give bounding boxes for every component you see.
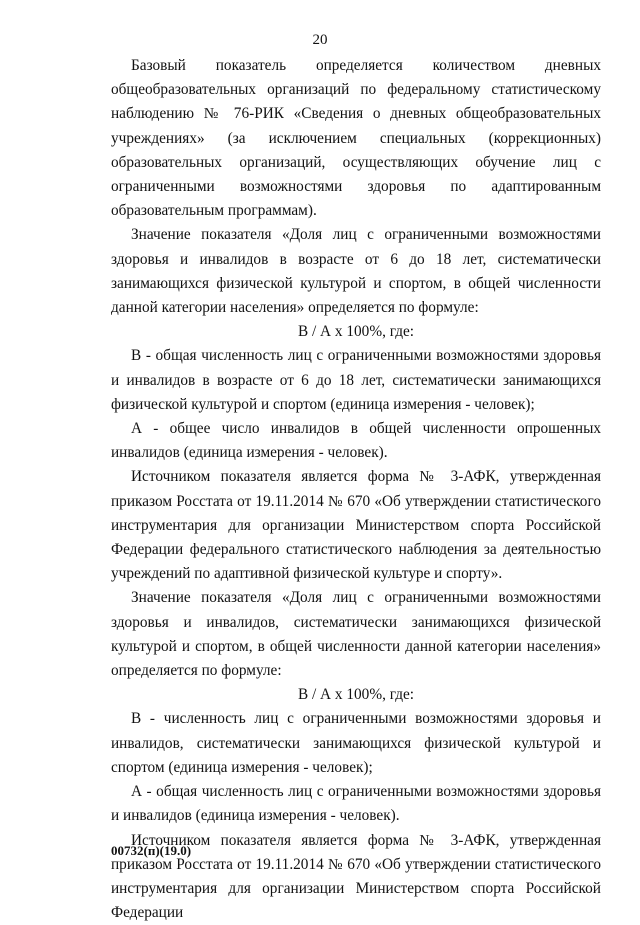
document-code: 00732(п)(19.0) — [111, 843, 191, 859]
paragraph-source: Источником показателя является форма № 3-АФК, утвержденная приказом Росстата от 19.11.2014 № 670 «Об утверждении статистического инструментария для организации Министерством спорта Российской Федерации федерального статистического наблюдения за деятельностью учреждений по адаптивной физической культуре и спорту». — [111, 465, 601, 586]
formula: В / А х 100%, где: — [111, 320, 601, 344]
paragraph-indicator-6-18: Значение показателя «Доля лиц с ограниченными возможностями здоровья и инвалидов в возрасте от 6 до 18 лет, систематически занимающихся физической культурой и спортом, в общей численности данной категории населения» определяется по формуле: — [111, 223, 601, 320]
paragraph-indicator-all: Значение показателя «Доля лиц с ограниченными возможностями здоровья и инвалидов, систематически занимающихся физической культурой и спортом, в общей численности данной категории населения» определяется по формуле: — [111, 586, 601, 683]
paragraph-definition-a: А - общая численность лиц с ограниченными возможностями здоровья и инвалидов (единица измерения - человек). — [111, 780, 601, 828]
paragraph-source: Источником показателя является форма № 3-АФК, утвержденная приказом Росстата от 19.11.2014 № 670 «Об утверждении статистического инструментария для организации Министерством спорта Российской Федерации — [111, 829, 601, 925]
paragraph-definition-a: А - общее число инвалидов в общей численности опрошенных инвалидов (единица измерения - человек). — [111, 417, 601, 465]
paragraph-definition-b: В - численность лиц с ограниченными возможностями здоровья и инвалидов, систематически занимающихся физической культурой и спортом (единица измерения - человек); — [111, 707, 601, 780]
page-number: 20 — [0, 32, 640, 49]
paragraph-definition-b: В - общая численность лиц с ограниченными возможностями здоровья и инвалидов в возрасте от 6 до 18 лет, систематически занимающихся физической культурой и спортом (единица измерения - человек); — [111, 344, 601, 417]
document-body — [111, 54, 601, 925]
paragraph-base-indicator: Базовый показатель определяется количеством дневных общеобразовательных организаций по федеральному статистическому наблюдению № 76-РИК «Сведения о дневных общеобразовательных учреждениях» (за исключением специальных (коррекционных) образовательных организаций, осуществляющих обучение лиц с ограниченными возможностями здоровья по адаптированным образовательным программам). — [111, 54, 601, 223]
formula: В / А х 100%, где: — [111, 683, 601, 707]
